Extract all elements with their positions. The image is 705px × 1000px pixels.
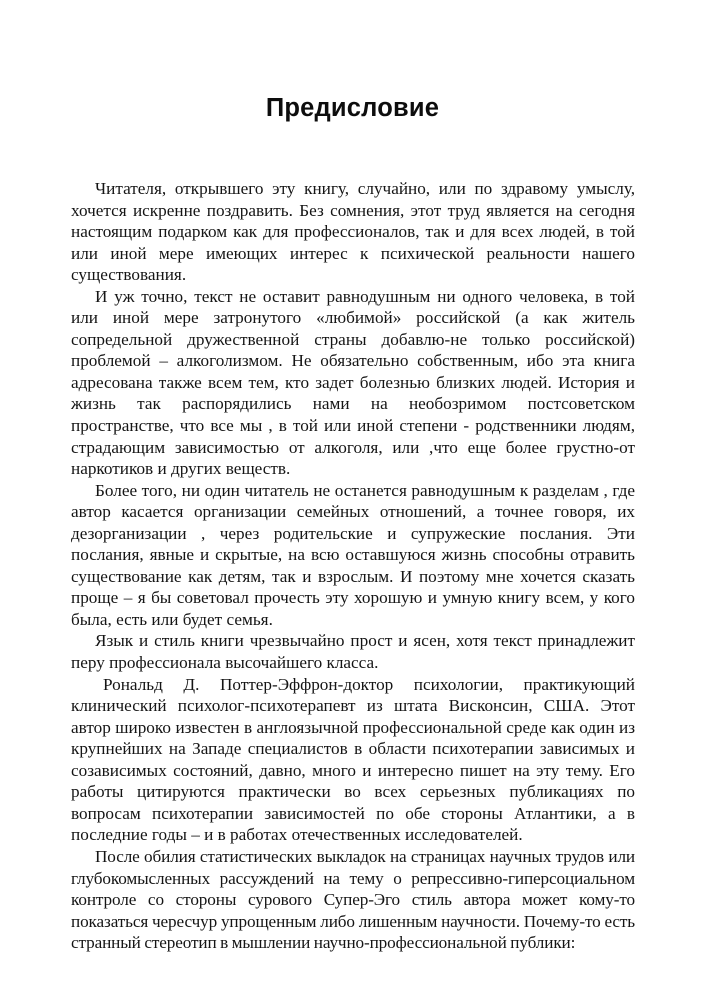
body-text-column [71,178,635,954]
paragraph-author-attribution: Рональд Д. Поттер-Эффрон-доктор психологии, практикующий клинический психолог-психотерапевт из штата Висконсин, США. Этот автор широко известен в англоязычной профессиональной среде как один из крупнейших на Западе специалистов в области психотерапии зависимых и созависимых состояний, давно, много и интересно пишет на эту тему. Его работы цитируются практически во всех серьезных публикациях по вопросам психотерапии зависимостей по обе стороны Атлантики, а в последние годы – и в работах отечественных исследователей. [71,674,635,845]
paragraph: После обилия статистических выкладок на страницах научных трудов или глубокомысленных рассуждений на тему о репрессивно-гиперсоциальном контроле со стороны сурового Супер-Эго стиль автора может кому-то показаться чересчур упрощенным либо лишенным научности. Почему-то есть странный стереотип в мышлении научно-профессиональной публики: [71,846,635,953]
paragraph: Более того, ни один читатель не останется равнодушным к разделам , где автор касается организации семейных отношений, а точнее говоря, их дезорганизации , через родительские и супружеские послания. Эти послания, явные и скрытые, на всю оставшуюся жизнь способны отравить существование как детям, так и взрослым. И поэтому мне хочется сказать проще – я бы советовал прочесть эту хорошую и умную книгу всем, у кого была, есть или будет семья. [71,480,635,629]
paragraph: И уж точно, текст не оставит равнодушным ни одного человека, в той или иной мере затронутого «любимой» российской (а как житель сопредельной дружественной страны добавлю-не только российской) проблемой – алкоголизмом. Не обязательно собственным, ибо эта книга адресована также всем тем, кто задет болезнью близких людей. История и жизнь так распорядились нами на необозримом постсоветском пространстве, что все мы , в той или иной степени - родственники людям, страдающим зависимостью от алкоголя, или ,что еще более грустно-от наркотиков и других веществ. [71,286,635,479]
paragraph: Читателя, открывшего эту книгу, случайно, или по здравому умыслу, хочется искренне поздравить. Без сомнения, этот труд является на сегодня настоящим подарком как для профессионалов, так и для всех людей, в той или иной мере имеющих интерес к психической реальности нашего существования. [71,179,635,285]
page-title: Предисловие [265,94,440,123]
paragraph: Язык и стиль книги чрезвычайно прост и ясен, хотя текст принадлежит перу профессионала высочайшего класса. [71,631,635,673]
